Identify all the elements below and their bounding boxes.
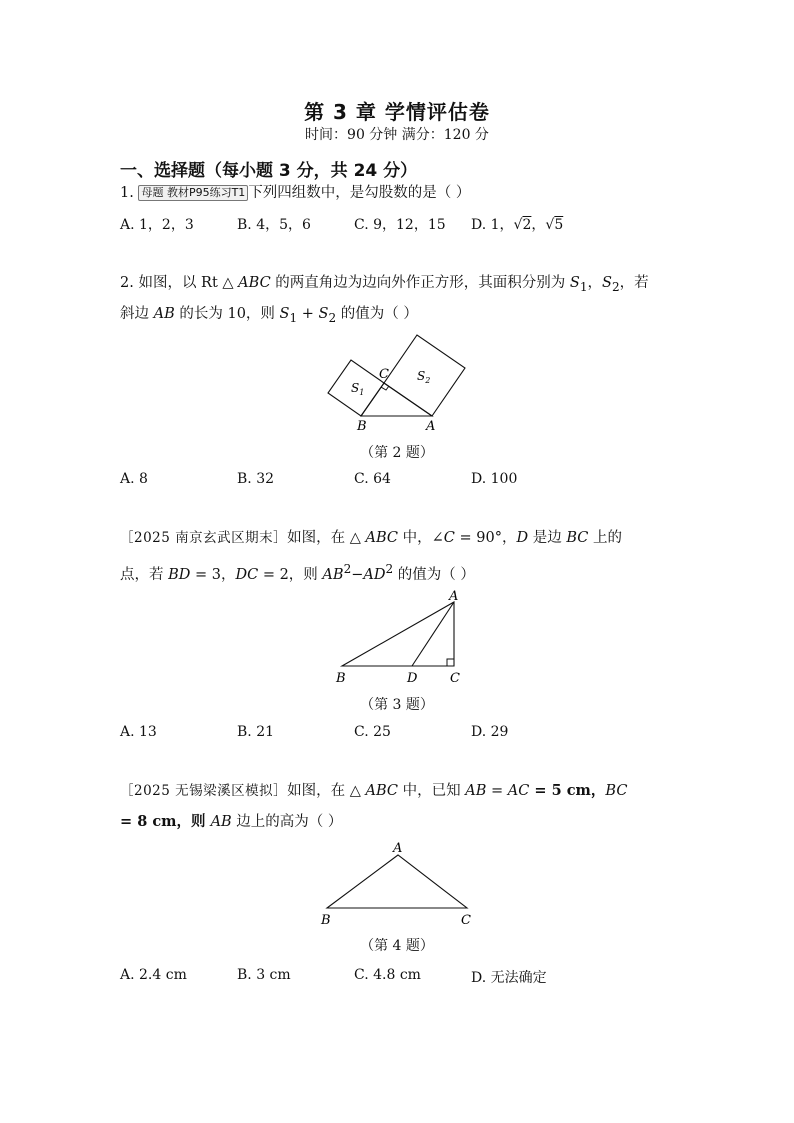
question-number: 1.: [120, 185, 134, 201]
figure-q4: [315, 838, 480, 933]
text: +: [297, 306, 319, 322]
math: BC: [566, 530, 589, 546]
label-s1: $S_1$: [351, 381, 365, 397]
label-c: C: [450, 671, 460, 686]
question-1: [120, 183, 470, 203]
text: 上的: [588, 530, 622, 546]
subscript: 2: [328, 310, 337, 325]
subscript: 1: [579, 279, 588, 294]
label-a: A: [393, 841, 403, 856]
text: ，若: [619, 275, 649, 291]
math: D: [516, 530, 529, 546]
triangle-abc: [361, 383, 432, 416]
text: =: [486, 783, 508, 799]
math: ABC: [238, 275, 271, 291]
triangle-abc: [342, 602, 454, 666]
source: ［2025 南京玄武区期末］: [120, 530, 288, 546]
math: S: [602, 275, 612, 291]
q3-option-b: B. 21: [237, 724, 275, 740]
figure-caption: （第 3 题）: [360, 697, 434, 713]
figure-q2: [320, 334, 480, 434]
exam-info: 时间：90 分钟 满分：120 分: [305, 127, 489, 143]
text: 的值为（ ）: [336, 306, 418, 322]
label-b: B: [321, 913, 331, 928]
math: AB: [210, 814, 232, 830]
q2-option-b: B. 32: [237, 471, 275, 487]
source: ［2025 无锡梁溪区模拟］: [120, 783, 288, 799]
q1-option-a: A. 1，2，3: [120, 217, 194, 233]
right-angle-mark: [381, 386, 389, 390]
figure-caption: （第 4 题）: [360, 938, 434, 954]
question-3-line-1: [120, 528, 622, 548]
math: C: [443, 530, 455, 546]
question-2-line-1: [120, 273, 649, 297]
label-c: C: [461, 913, 471, 928]
text: 点，若: [120, 566, 169, 583]
q1-option-b: B. 4，5，6: [237, 217, 311, 233]
math: ABC: [365, 783, 399, 799]
q2-option-a: A. 8: [120, 471, 148, 487]
page-title: 第 3 章 学情评估卷: [304, 100, 490, 124]
text: = 8 cm，则: [120, 813, 211, 830]
label-b: B: [357, 419, 367, 434]
segment-ad: [412, 602, 454, 666]
q2-option-c: C. 64: [354, 471, 391, 487]
triangle-abc: [327, 855, 467, 908]
math: S: [569, 275, 580, 291]
math: DC: [235, 566, 259, 583]
section-heading: 一、选择题（每小题 3 分，共 24 分）: [120, 161, 418, 181]
math: AC: [507, 783, 530, 799]
figure-caption: （第 2 题）: [360, 445, 434, 461]
math: AB: [153, 306, 175, 322]
q3-option-d: D. 29: [471, 724, 509, 740]
question-4-line-1: [120, 781, 627, 801]
math: ABC: [365, 530, 399, 546]
superscript: 2: [385, 562, 394, 576]
label-b: B: [336, 671, 346, 686]
q1-option-c: C. 9，12，15: [354, 217, 446, 233]
q1-option-d: [471, 214, 563, 234]
label-a: A: [449, 589, 459, 604]
text: = 2，则: [258, 566, 323, 583]
text: 边上的高为（ ）: [231, 814, 343, 830]
math: S: [318, 306, 329, 322]
text: = 90°，: [454, 530, 517, 546]
text: = 3，: [190, 566, 236, 583]
superscript: 2: [343, 562, 352, 576]
text: 中，∠: [398, 530, 444, 546]
question-text: 下列四组数中，是勾股数的是（ ）: [248, 185, 471, 201]
sqrt-5: √5: [545, 217, 564, 233]
label-s2: $S_2$: [417, 369, 431, 385]
text: 如图，在 △: [287, 783, 366, 799]
question-2-line-2: [120, 304, 418, 328]
label-d: D: [407, 671, 418, 686]
math: S: [279, 306, 290, 322]
q3-option-a: A. 13: [120, 724, 157, 740]
label-c: C: [379, 367, 389, 382]
q4-option-b: B. 3 cm: [237, 967, 291, 983]
text: −: [351, 566, 364, 583]
text: = 5 cm，: [529, 782, 606, 799]
math: AD: [363, 566, 386, 583]
comma: ，: [531, 217, 546, 233]
question-4-line-2: [120, 812, 342, 832]
subscript: 2: [611, 279, 620, 294]
text: 的值为（ ）: [393, 566, 475, 583]
label-a: A: [426, 419, 436, 434]
math: BC: [605, 783, 628, 799]
source-tag: 母题 教材P95练习T1: [138, 185, 248, 201]
subscript: 1: [289, 310, 298, 325]
q2-option-d: D. 100: [471, 471, 518, 487]
text: 斜边: [120, 306, 154, 322]
q4-option-c: C. 4.8 cm: [354, 967, 421, 983]
math: BD: [168, 566, 191, 583]
math: AB: [465, 783, 487, 799]
right-angle-mark: [447, 659, 454, 666]
question-3-line-2: [120, 559, 475, 585]
text: ，: [587, 275, 603, 291]
figure-q3: [330, 586, 470, 686]
text: 的两直角边为边向外作正方形，其面积分别为: [270, 275, 570, 291]
q4-option-d: D. 无法确定: [471, 970, 547, 986]
q3-option-c: C. 25: [354, 724, 391, 740]
text: 中，已知: [398, 783, 466, 799]
q4-option-a: A. 2.4 cm: [120, 967, 187, 983]
option-d-text: D. 1，: [471, 217, 514, 233]
text: 是边: [528, 530, 567, 546]
text: 的长为 10，则: [174, 306, 280, 322]
sqrt-2: √2: [513, 217, 532, 233]
text: 如图，在 △: [287, 530, 366, 546]
math: AB: [322, 566, 344, 583]
text: 2. 如图，以 Rt △: [120, 275, 239, 291]
